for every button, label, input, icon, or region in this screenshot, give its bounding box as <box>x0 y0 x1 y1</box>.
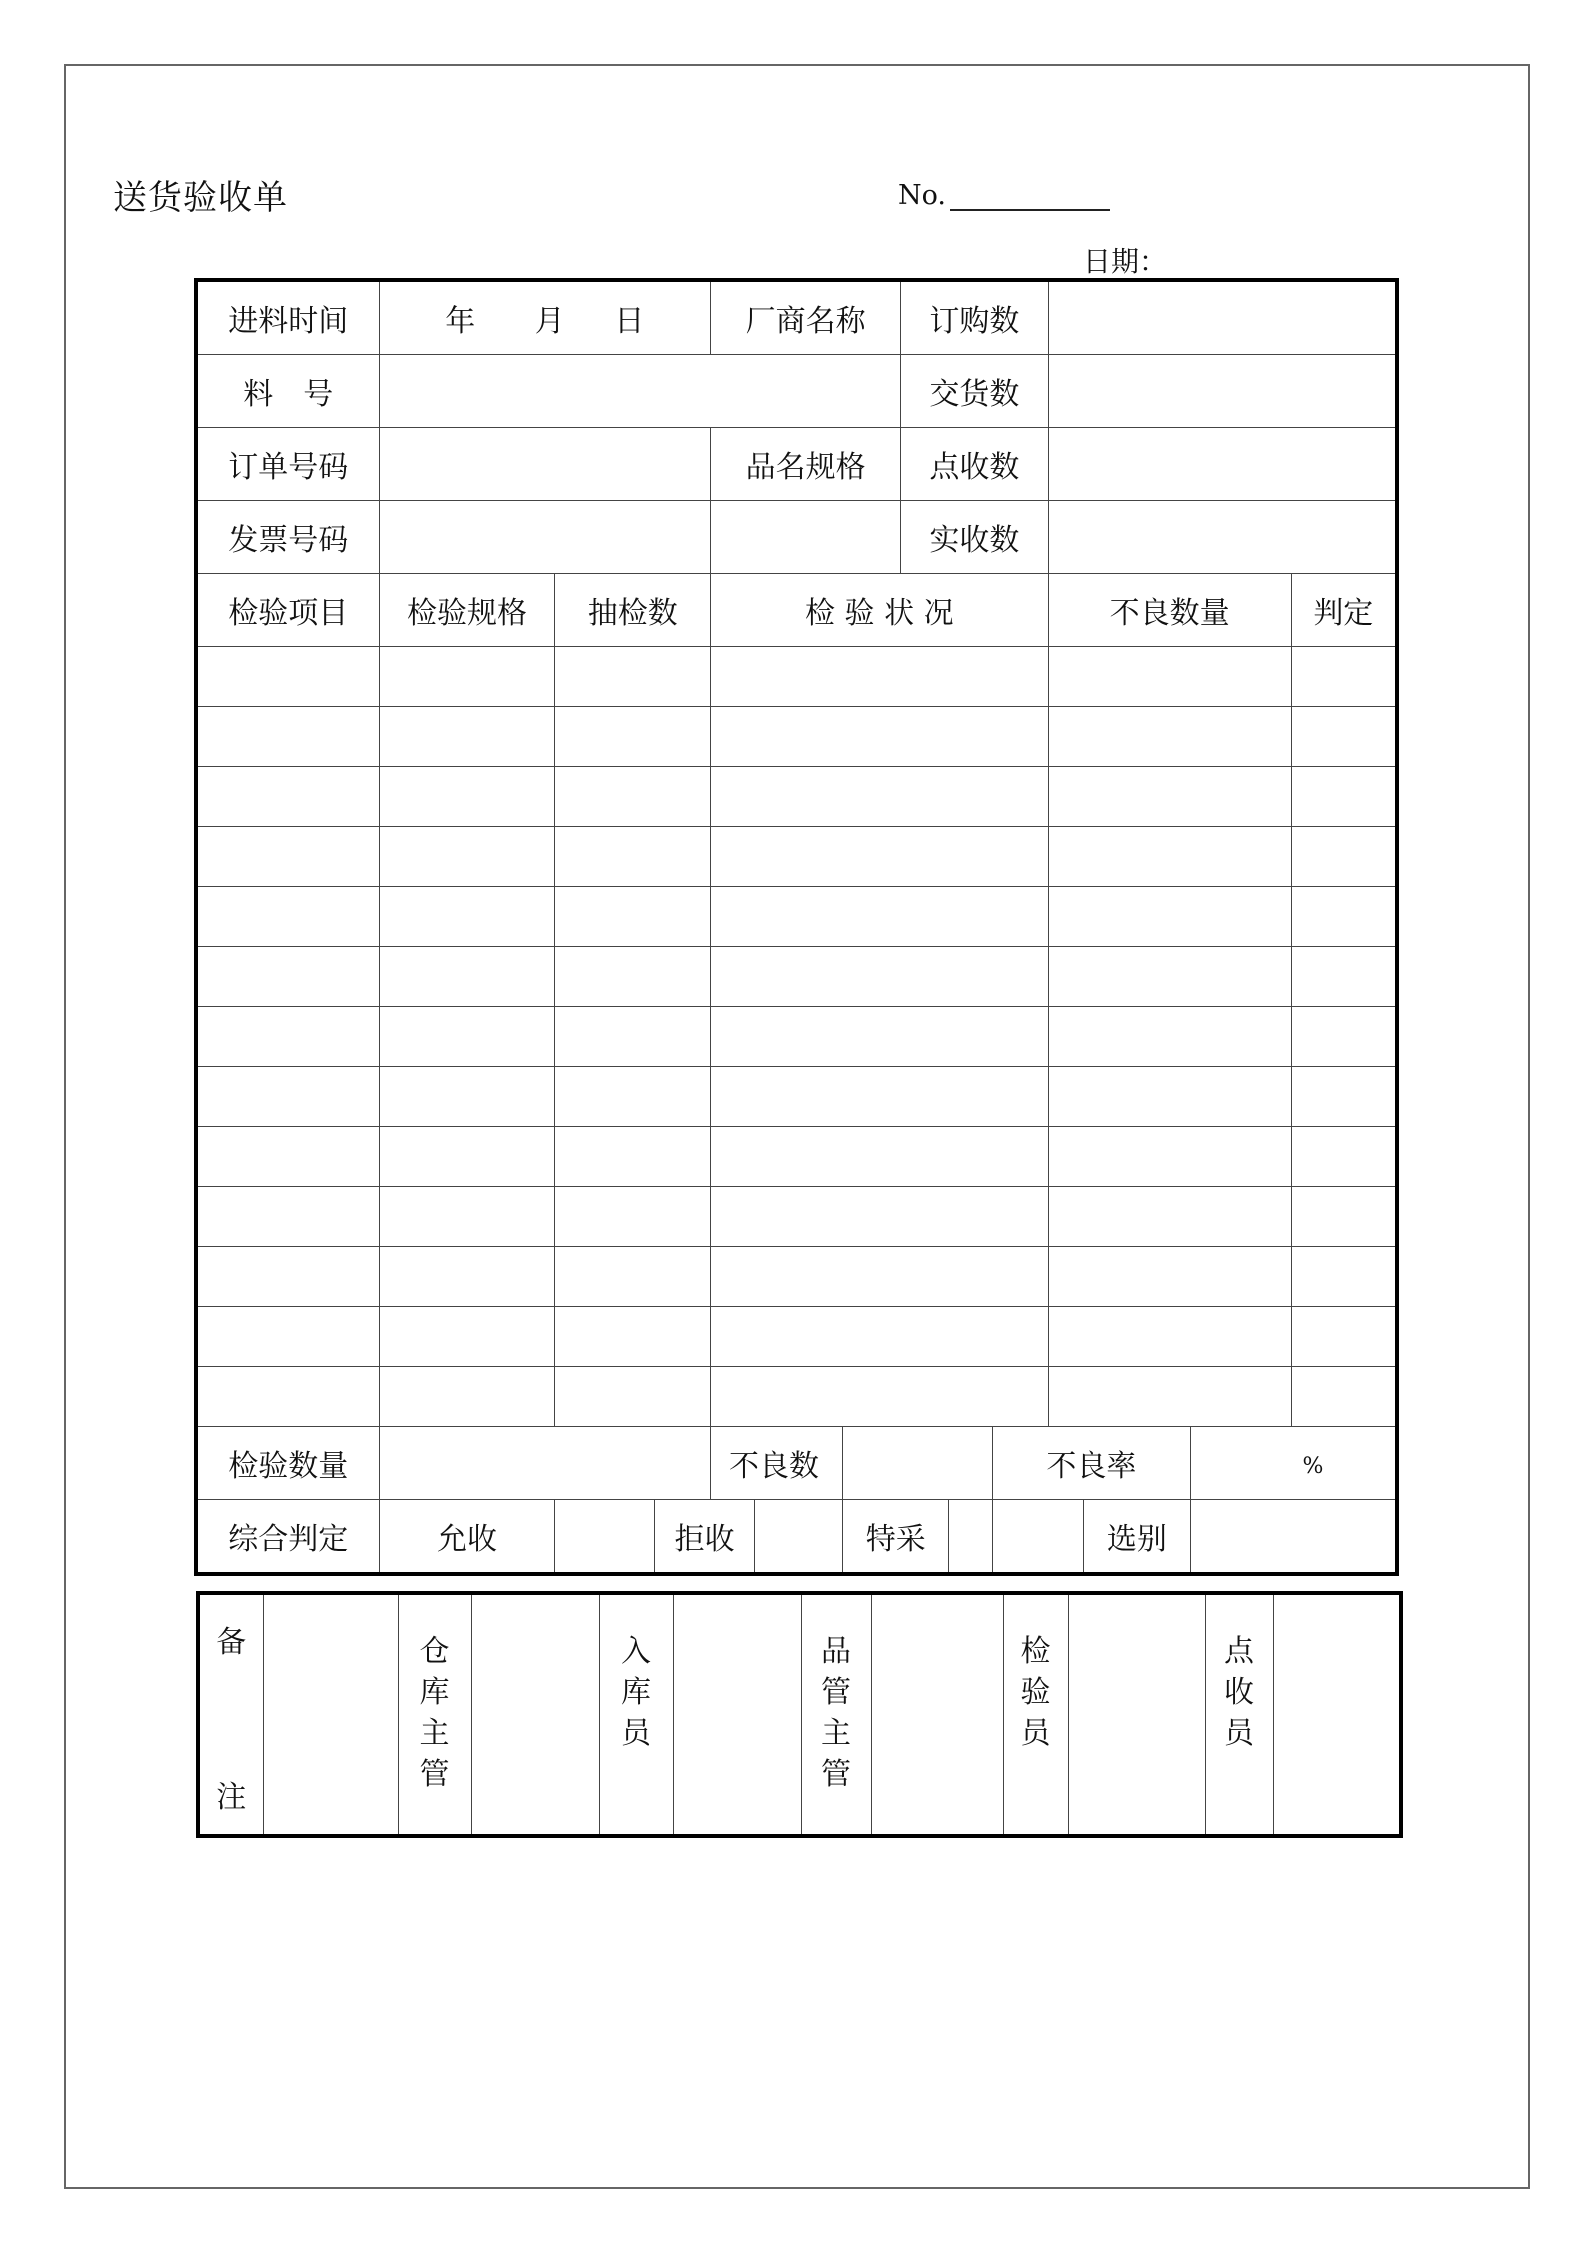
inspection-row[interactable] <box>198 827 1395 887</box>
part-number-field[interactable] <box>379 355 901 428</box>
label-char: 点 <box>1224 1634 1254 1669</box>
info-row <box>198 282 1395 355</box>
inspection-header-row <box>198 574 1395 647</box>
accept-field[interactable] <box>555 1500 655 1573</box>
inspection-row[interactable] <box>198 1067 1395 1127</box>
month-label: 月 <box>534 304 565 339</box>
label-char: 员 <box>621 1716 651 1751</box>
cell-label: 不良数 <box>711 1427 843 1500</box>
summary-row <box>198 1427 1395 1500</box>
inspection-row[interactable] <box>198 767 1395 827</box>
label-char: 员 <box>1020 1716 1051 1751</box>
cell-label: 料 号 <box>198 355 379 428</box>
remark-field[interactable] <box>263 1595 398 1834</box>
warehouse-supervisor-signature[interactable] <box>471 1595 599 1834</box>
form-date <box>1083 240 1322 280</box>
cell-label: 不良率 <box>992 1427 1190 1500</box>
invoice-number-field[interactable] <box>379 501 711 574</box>
inspection-row[interactable] <box>198 647 1395 707</box>
inspector-label <box>1003 1595 1068 1834</box>
qc-supervisor-signature[interactable] <box>871 1595 1003 1834</box>
cell-label: 品名规格 <box>711 428 901 501</box>
special-label: 特采 <box>843 1500 949 1572</box>
actual-qty-field[interactable] <box>1048 501 1395 574</box>
year-label: 年 <box>445 304 476 339</box>
inspection-row[interactable] <box>198 947 1395 1007</box>
warehouse-clerk-label <box>599 1595 673 1834</box>
cell-label: 检验数量 <box>198 1427 379 1500</box>
inspection-row[interactable] <box>198 887 1395 947</box>
counted-qty-field[interactable] <box>1048 428 1395 501</box>
inspection-row[interactable] <box>198 1367 1395 1427</box>
product-spec-field[interactable] <box>711 501 901 574</box>
column-header: 检 验 状 况 <box>711 574 1049 647</box>
special-field-tail[interactable] <box>993 1500 1084 1572</box>
label-char: 收 <box>1224 1675 1254 1710</box>
warehouse-clerk-signature[interactable] <box>673 1595 801 1834</box>
select-field[interactable] <box>1190 1500 1395 1573</box>
info-row <box>198 355 1395 428</box>
label-char: 主 <box>821 1716 851 1751</box>
qc-supervisor-label <box>801 1595 871 1834</box>
cell-label: 厂商名称 <box>711 282 901 355</box>
order-number-field[interactable] <box>379 428 711 501</box>
label-char: 管 <box>821 1675 851 1710</box>
cell-label: 交货数 <box>901 355 1048 428</box>
column-header: 不良数量 <box>1048 574 1291 647</box>
inspected-qty-field[interactable] <box>379 1427 711 1500</box>
order-qty-field[interactable] <box>1048 282 1395 355</box>
signature-section <box>196 1591 1403 1838</box>
inspection-row[interactable] <box>198 1247 1395 1307</box>
label-char: 入 <box>621 1634 651 1669</box>
special-field[interactable] <box>949 1500 991 1572</box>
inspection-row[interactable] <box>198 707 1395 767</box>
accept-label: 允收 <box>379 1500 555 1573</box>
info-row <box>198 501 1395 574</box>
form-number <box>898 180 1110 211</box>
info-row <box>198 428 1395 501</box>
label-char: 管 <box>419 1757 450 1792</box>
cell-label: 点收数 <box>901 428 1048 501</box>
reject-group <box>655 1500 843 1573</box>
form-date-field[interactable] <box>1177 248 1322 280</box>
special-group <box>843 1500 992 1573</box>
remark-label <box>200 1595 263 1834</box>
cell-label: 发票号码 <box>198 501 379 574</box>
column-header: 判定 <box>1291 574 1395 647</box>
inspection-form-table <box>194 278 1399 1576</box>
cell-label: 进料时间 <box>198 282 379 355</box>
arrival-date-cell[interactable] <box>379 282 711 355</box>
inspection-row[interactable] <box>198 1007 1395 1067</box>
cell-label: 实收数 <box>901 501 1048 574</box>
inspection-row[interactable] <box>198 1127 1395 1187</box>
cell-label: 订购数 <box>901 282 1048 355</box>
select-group <box>992 1500 1190 1573</box>
inspector-signature[interactable] <box>1068 1595 1205 1834</box>
label-char: 管 <box>821 1757 851 1792</box>
column-header: 检验项目 <box>198 574 379 647</box>
warehouse-supervisor-label <box>398 1595 471 1834</box>
remark-char: 备 <box>216 1625 247 1660</box>
label-char: 主 <box>419 1716 450 1751</box>
form-date-label: 日期： <box>1083 245 1168 278</box>
select-label: 选别 <box>1106 1522 1167 1557</box>
remark-char: 注 <box>216 1780 247 1815</box>
percent-sign: % <box>1302 1453 1324 1479</box>
delivery-qty-field[interactable] <box>1048 355 1395 428</box>
reject-field[interactable] <box>755 1500 842 1572</box>
column-header: 抽检数 <box>555 574 711 647</box>
label-char: 检 <box>1020 1634 1051 1669</box>
judgement-row <box>198 1500 1395 1573</box>
inspection-row[interactable] <box>198 1187 1395 1247</box>
day-label: 日 <box>614 304 645 339</box>
inspection-row[interactable] <box>198 1307 1395 1367</box>
label-char: 验 <box>1020 1675 1051 1710</box>
form-number-field[interactable] <box>950 181 1110 211</box>
label-char: 品 <box>821 1634 851 1669</box>
defect-rate-field[interactable] <box>1190 1427 1395 1500</box>
cell-label: 综合判定 <box>198 1500 379 1573</box>
receiver-signature[interactable] <box>1273 1595 1403 1834</box>
form-number-label: No. <box>898 180 946 211</box>
label-char: 仓 <box>419 1634 450 1669</box>
label-char: 库 <box>621 1675 651 1710</box>
label-char: 员 <box>1224 1716 1254 1751</box>
label-char: 库 <box>419 1675 450 1710</box>
receiver-label <box>1205 1595 1273 1834</box>
cell-label: 订单号码 <box>198 428 379 501</box>
column-header: 检验规格 <box>379 574 555 647</box>
reject-label: 拒收 <box>655 1500 755 1572</box>
defect-count-field[interactable] <box>843 1427 992 1500</box>
form-title: 送货验收单 <box>113 178 288 218</box>
